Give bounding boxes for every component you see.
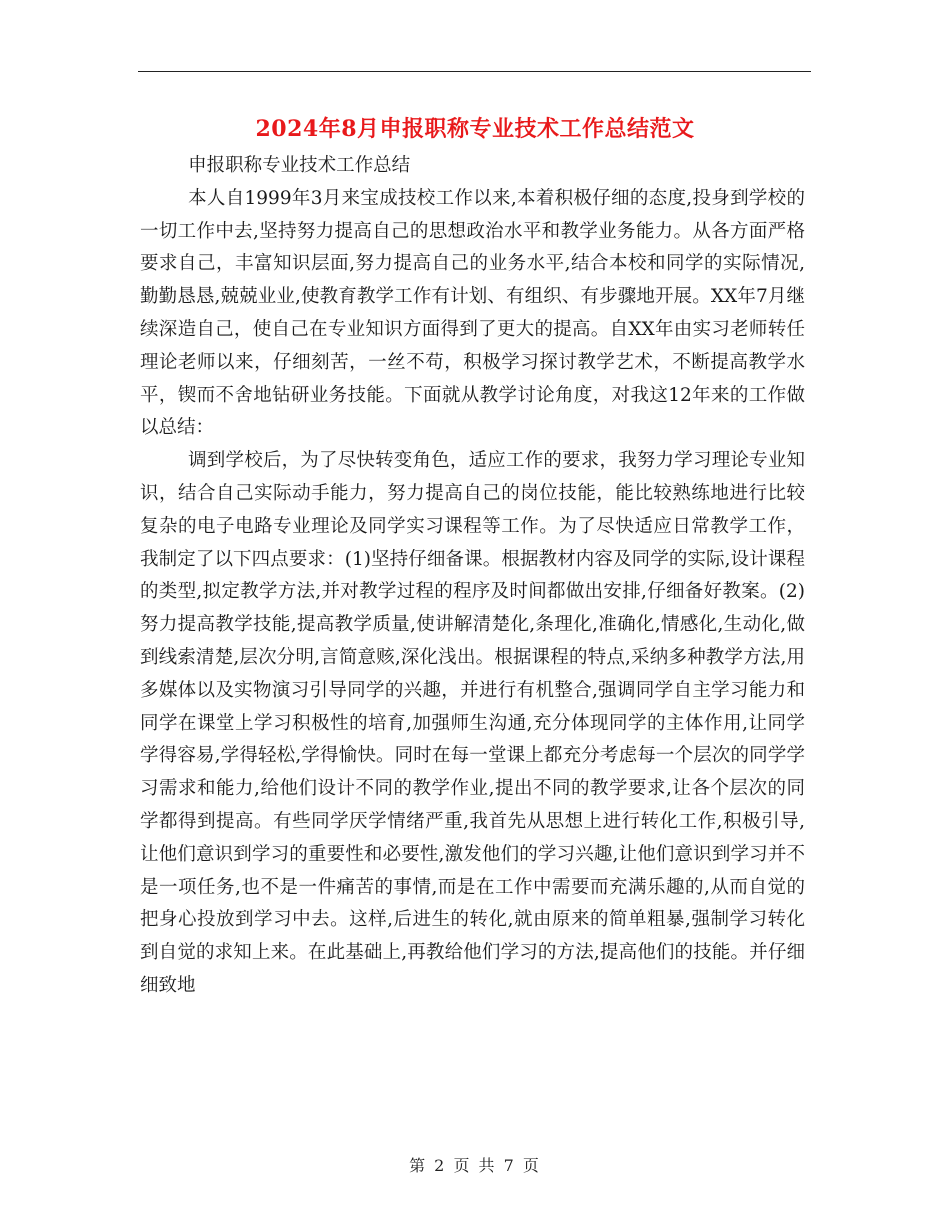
document-title: 2024年8月申报职称专业技术工作总结范文 [255,116,695,142]
document-subtitle: 申报职称专业技术工作总结 [188,155,411,176]
header-rule [138,71,811,72]
paragraph-1: 本人自1999年3月来宝成技校工作以来,本着积极仔细的态度,投身到学校的一切工作中去,坚持努力提高自己的思想政治水平和教学业务能力。从各方面严格要求自己，丰富知识层面,努力提高自己的业务水平,结合本校和同学的实际情况,勤勤恳恳,兢兢业业,使教育教学工作有计划、有组织、有步骤地开展。XX年7月继续深造自己，使自己在专业知识方面得到了更大的提高。自XX年由实习老师转任理论老师以来，仔细刻苦，一丝不苟，积极学习探讨教学艺术，不断提高教学水平，锲而不舍地钻研业务技能。下面就从教学讨论角度，对我这12年来的工作做以总结： [140,187,805,439]
page-number: 第 2 页 共 7 页 [409,1156,541,1175]
paragraph-2: 调到学校后，为了尽快转变角色，适应工作的要求，我努力学习理论专业知识，结合自己实际动手能力，努力提高自己的岗位技能，能比较熟练地进行比较复杂的电子电路专业理论及同学实习课程等工作。为了尽快适应日常教学工作，我制定了以下四点要求：(1)坚持仔细备课。根据教材内容及同学的实际,设计课程的类型,拟定教学方法,并对教学过程的程序及时间都做出安排,仔细备好教案。(2)努力提高教学技能,提高教学质量,使讲解清楚化,条理化,准确化,情感化,生动化,做到线索清楚,层次分明,言简意赅,深化浅出。根据课程的特点,采纳多种教学方法,用多媒体以及实物演习引导同学的兴趣，并进行有机整合,强调同学自主学习能力和同学在课堂上学习积极性的培育,加强师生沟通,充分体现同学的主体作用,让同学学得容易,学得轻松,学得愉快。同时在每一堂课上都充分考虑每一个层次的同学学习需求和能力,给他们设计不同的教学作业,提出不同的教学要求,让各个层次的同学都得到提高。有些同学厌学情绪严重,我首先从思想上进行转化工作,积极引导,让他们意识到学习的重要性和必要性,激发他们的学习兴趣,让他们意识到学习并不是一项任务,也不是一件痛苦的事情,而是在工作中需要而充满乐趣的,从而自觉的把身心投放到学习中去。这样,后进生的转化,就由原来的简单粗暴,强制学习转化到自觉的求知上来。在此基础上,再教给他们学习的方法,提高他们的技能。并仔细细致地 [140,450,805,996]
document-body [140,150,805,1003]
